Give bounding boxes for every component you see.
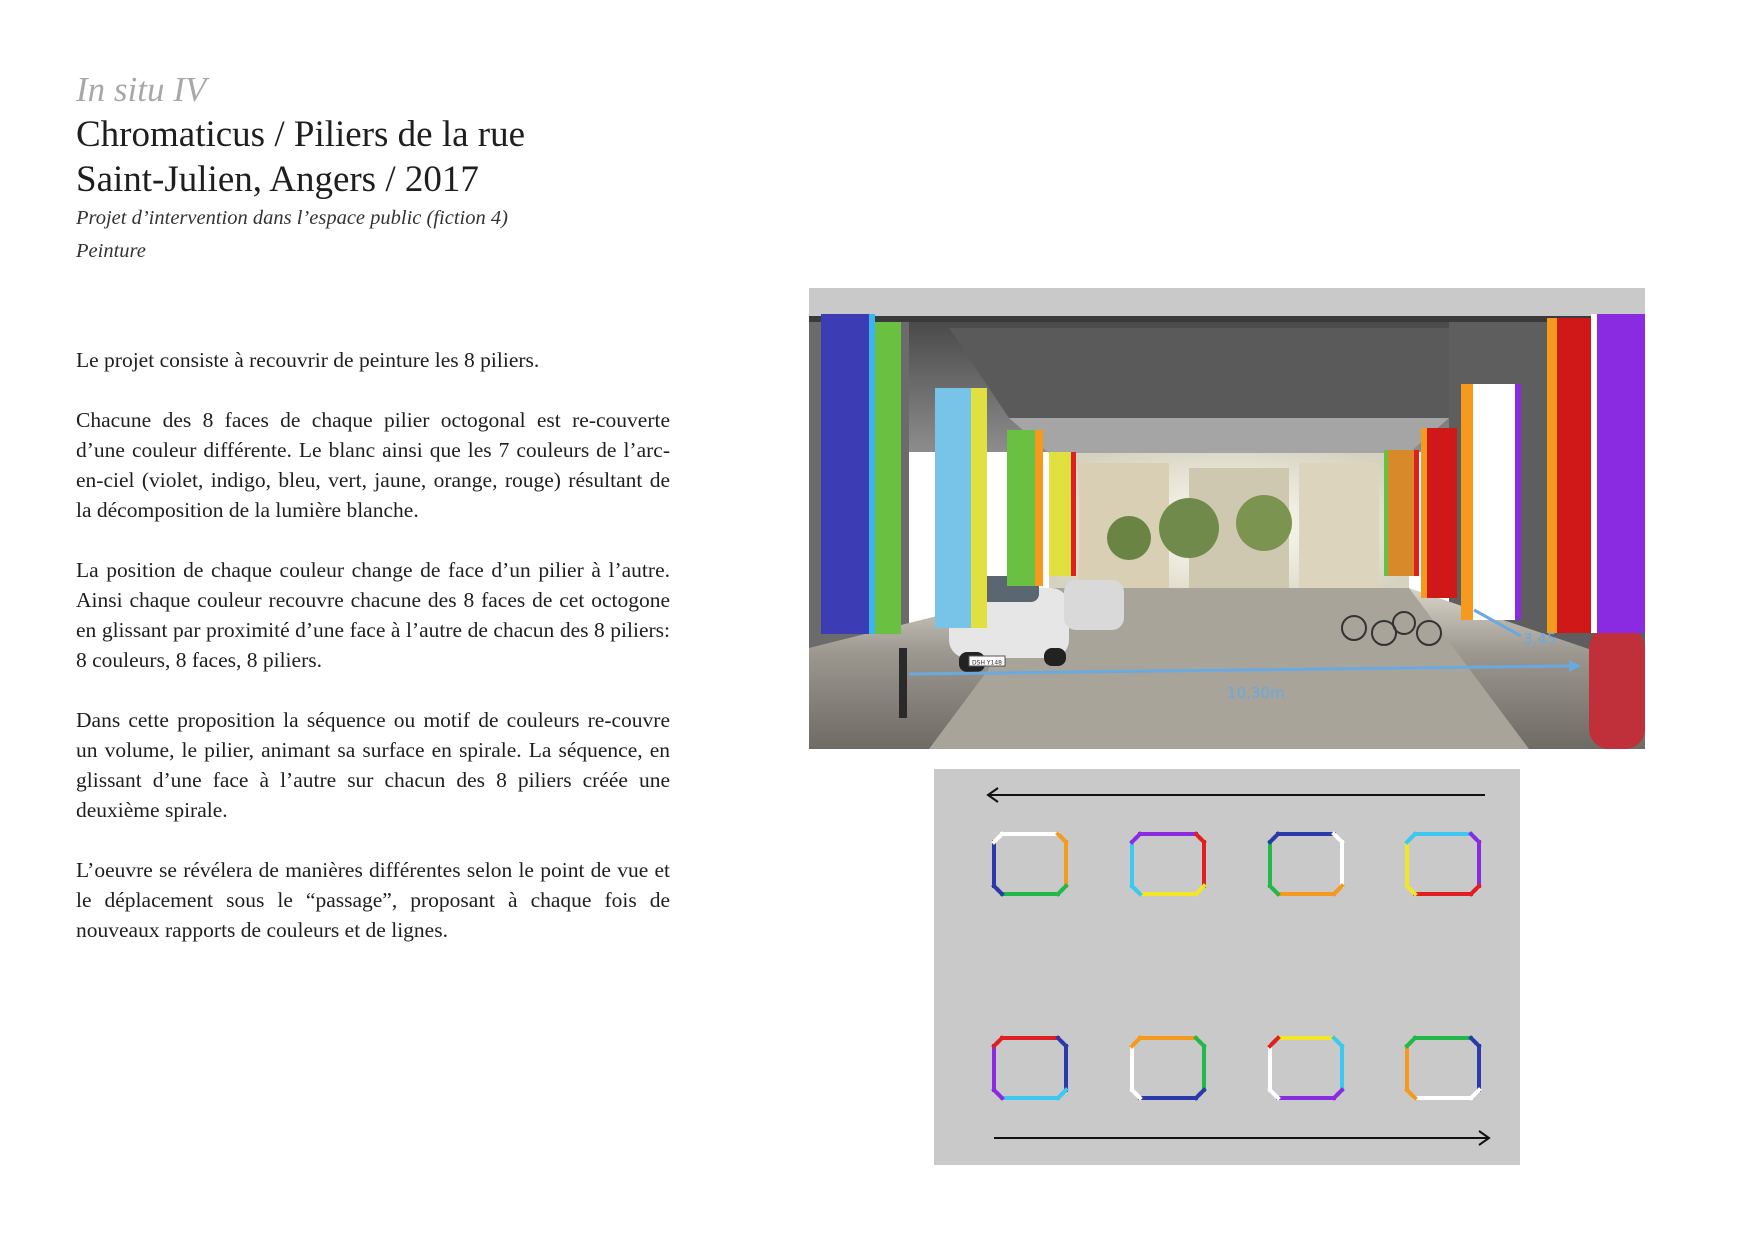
pillar-plan-diagram [934, 769, 1520, 1165]
pillar-face-segment [1274, 834, 1278, 838]
medium-label: Peinture [76, 240, 146, 262]
arrow-left-icon [988, 788, 1485, 802]
paragraph-3: La position de chaque couleur change de face d’un pilier à l’autre. Ainsi chaque couleur recouvre chacune des 8 faces de cet octogone en glissant par proximité d’une face à l’autre de chacun des 8 piliers: 8 couleurs, 8 faces, 8 piliers. [76, 558, 670, 672]
depth-measure-label: 3,45 [1523, 630, 1557, 648]
pillar-face-segment [1274, 1038, 1278, 1042]
pillar-face-segment [998, 1038, 1002, 1042]
paragraph-5: L’oeuvre se révélera de manières différentes selon le point de vue et le déplacement sous le “passage”, proposant à chaque fois de nouveaux rapports de couleurs et de lignes. [76, 858, 670, 942]
subtitle: Projet d’intervention dans l’espace public (fiction 4) [76, 207, 508, 229]
series-label: In situ IV [76, 70, 207, 109]
car-plate-text: DSH Y148 [972, 659, 1002, 667]
body-text [76, 345, 670, 975]
title-line-1: Chromaticus / Piliers de la rue [76, 114, 526, 155]
pillar-plan-top-1 [994, 834, 1066, 894]
pillar-face-segment [1411, 1038, 1415, 1042]
pillar-face-segment [1411, 834, 1415, 838]
pillar-face-segment [1136, 834, 1140, 838]
pillar-plan-top-2 [1132, 834, 1204, 894]
pillar-plan-bottom-3 [1270, 1038, 1342, 1098]
paragraph-4: Dans cette proposition la séquence ou motif de couleurs re-couvre un volume, le pilier, animant sa surface en spirale. La séquence, en glissant d’une face à l’autre sur chacun des 8 piliers créée une deuxième spirale. [76, 708, 670, 822]
pillar-plan-bottom-2 [1132, 1038, 1204, 1098]
paragraph-2: Chacune des 8 faces de chaque pilier octogonal est re-couverte d’une couleur différente. Le blanc ainsi que les 7 couleurs de l’arc-en-ciel (violet, indigo, bleu, vert, jaune, orange, rouge) résultant de la décomposition de la lumière blanche. [76, 408, 670, 522]
pillar-plan-top-3 [1270, 834, 1342, 894]
width-measure-label: 10,30m [1227, 684, 1285, 702]
pillar-plan-bottom-1 [994, 1038, 1066, 1098]
pillar-face-segment [1136, 1038, 1140, 1042]
title-line-2: Saint-Julien, Angers / 2017 [76, 159, 479, 200]
pillar-plan-bottom-4 [1407, 1038, 1479, 1098]
pillar-face-segment [998, 834, 1002, 838]
street-photo [809, 288, 1645, 749]
paragraph-1: Le projet consiste à recouvrir de peinture les 8 piliers. [76, 348, 540, 372]
arrow-right-icon [994, 1131, 1489, 1145]
pillar-plan-top-4 [1407, 834, 1479, 894]
